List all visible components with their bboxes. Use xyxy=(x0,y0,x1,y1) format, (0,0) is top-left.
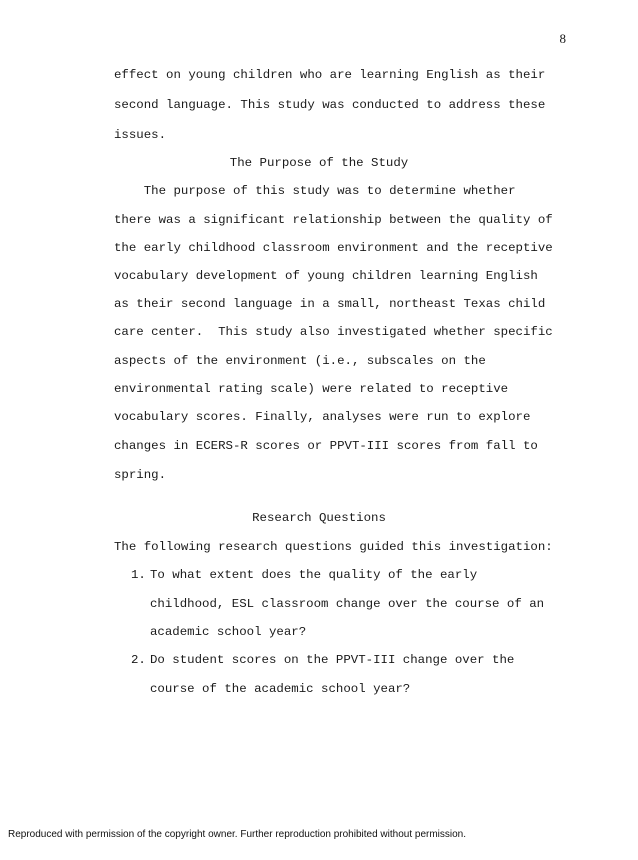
question-number: 2. xyxy=(131,653,146,667)
purpose-line: vocabulary scores. Finally, analyses were run to explore xyxy=(114,410,531,424)
purpose-line: care center. This study also investigated whether specific xyxy=(114,325,553,339)
question-number: 1. xyxy=(131,568,146,582)
purpose-line: changes in ECERS-R scores or PPVT-III scores from fall to xyxy=(114,439,538,453)
intro-line: effect on young children who are learning English as their xyxy=(114,68,546,82)
page-number: 8 xyxy=(559,31,566,46)
purpose-line: there was a significant relationship between the quality of xyxy=(114,213,553,227)
question-line: academic school year? xyxy=(150,625,307,639)
purpose-line: The purpose of this study was to determine whether xyxy=(114,184,516,198)
purpose-line: environmental rating scale) were related to receptive xyxy=(114,382,509,396)
question-line: course of the academic school year? xyxy=(150,682,411,696)
question-line: Do student scores on the PPVT-III change over the xyxy=(150,653,515,667)
purpose-line: aspects of the environment (i.e., subscales on the xyxy=(114,354,486,368)
section-heading-purpose: The Purpose of the Study xyxy=(229,156,409,170)
section-heading-research-questions: Research Questions xyxy=(252,511,386,525)
research-questions-intro: The following research questions guided this investigation: xyxy=(114,540,553,554)
copyright-footer: Reproduced with permission of the copyright owner. Further reproduction prohibited without permission. xyxy=(8,829,467,840)
question-line: childhood, ESL classroom change over the course of an xyxy=(150,597,545,611)
purpose-line: vocabulary development of young children learning English xyxy=(114,269,538,283)
intro-line: second language. This study was conducted to address these xyxy=(114,98,546,112)
question-line: To what extent does the quality of the early xyxy=(150,568,478,582)
intro-line: issues. xyxy=(114,128,167,142)
purpose-line: spring. xyxy=(114,468,167,482)
purpose-line: the early childhood classroom environment and the receptive xyxy=(114,241,553,255)
purpose-line: as their second language in a small, northeast Texas child xyxy=(114,297,546,311)
